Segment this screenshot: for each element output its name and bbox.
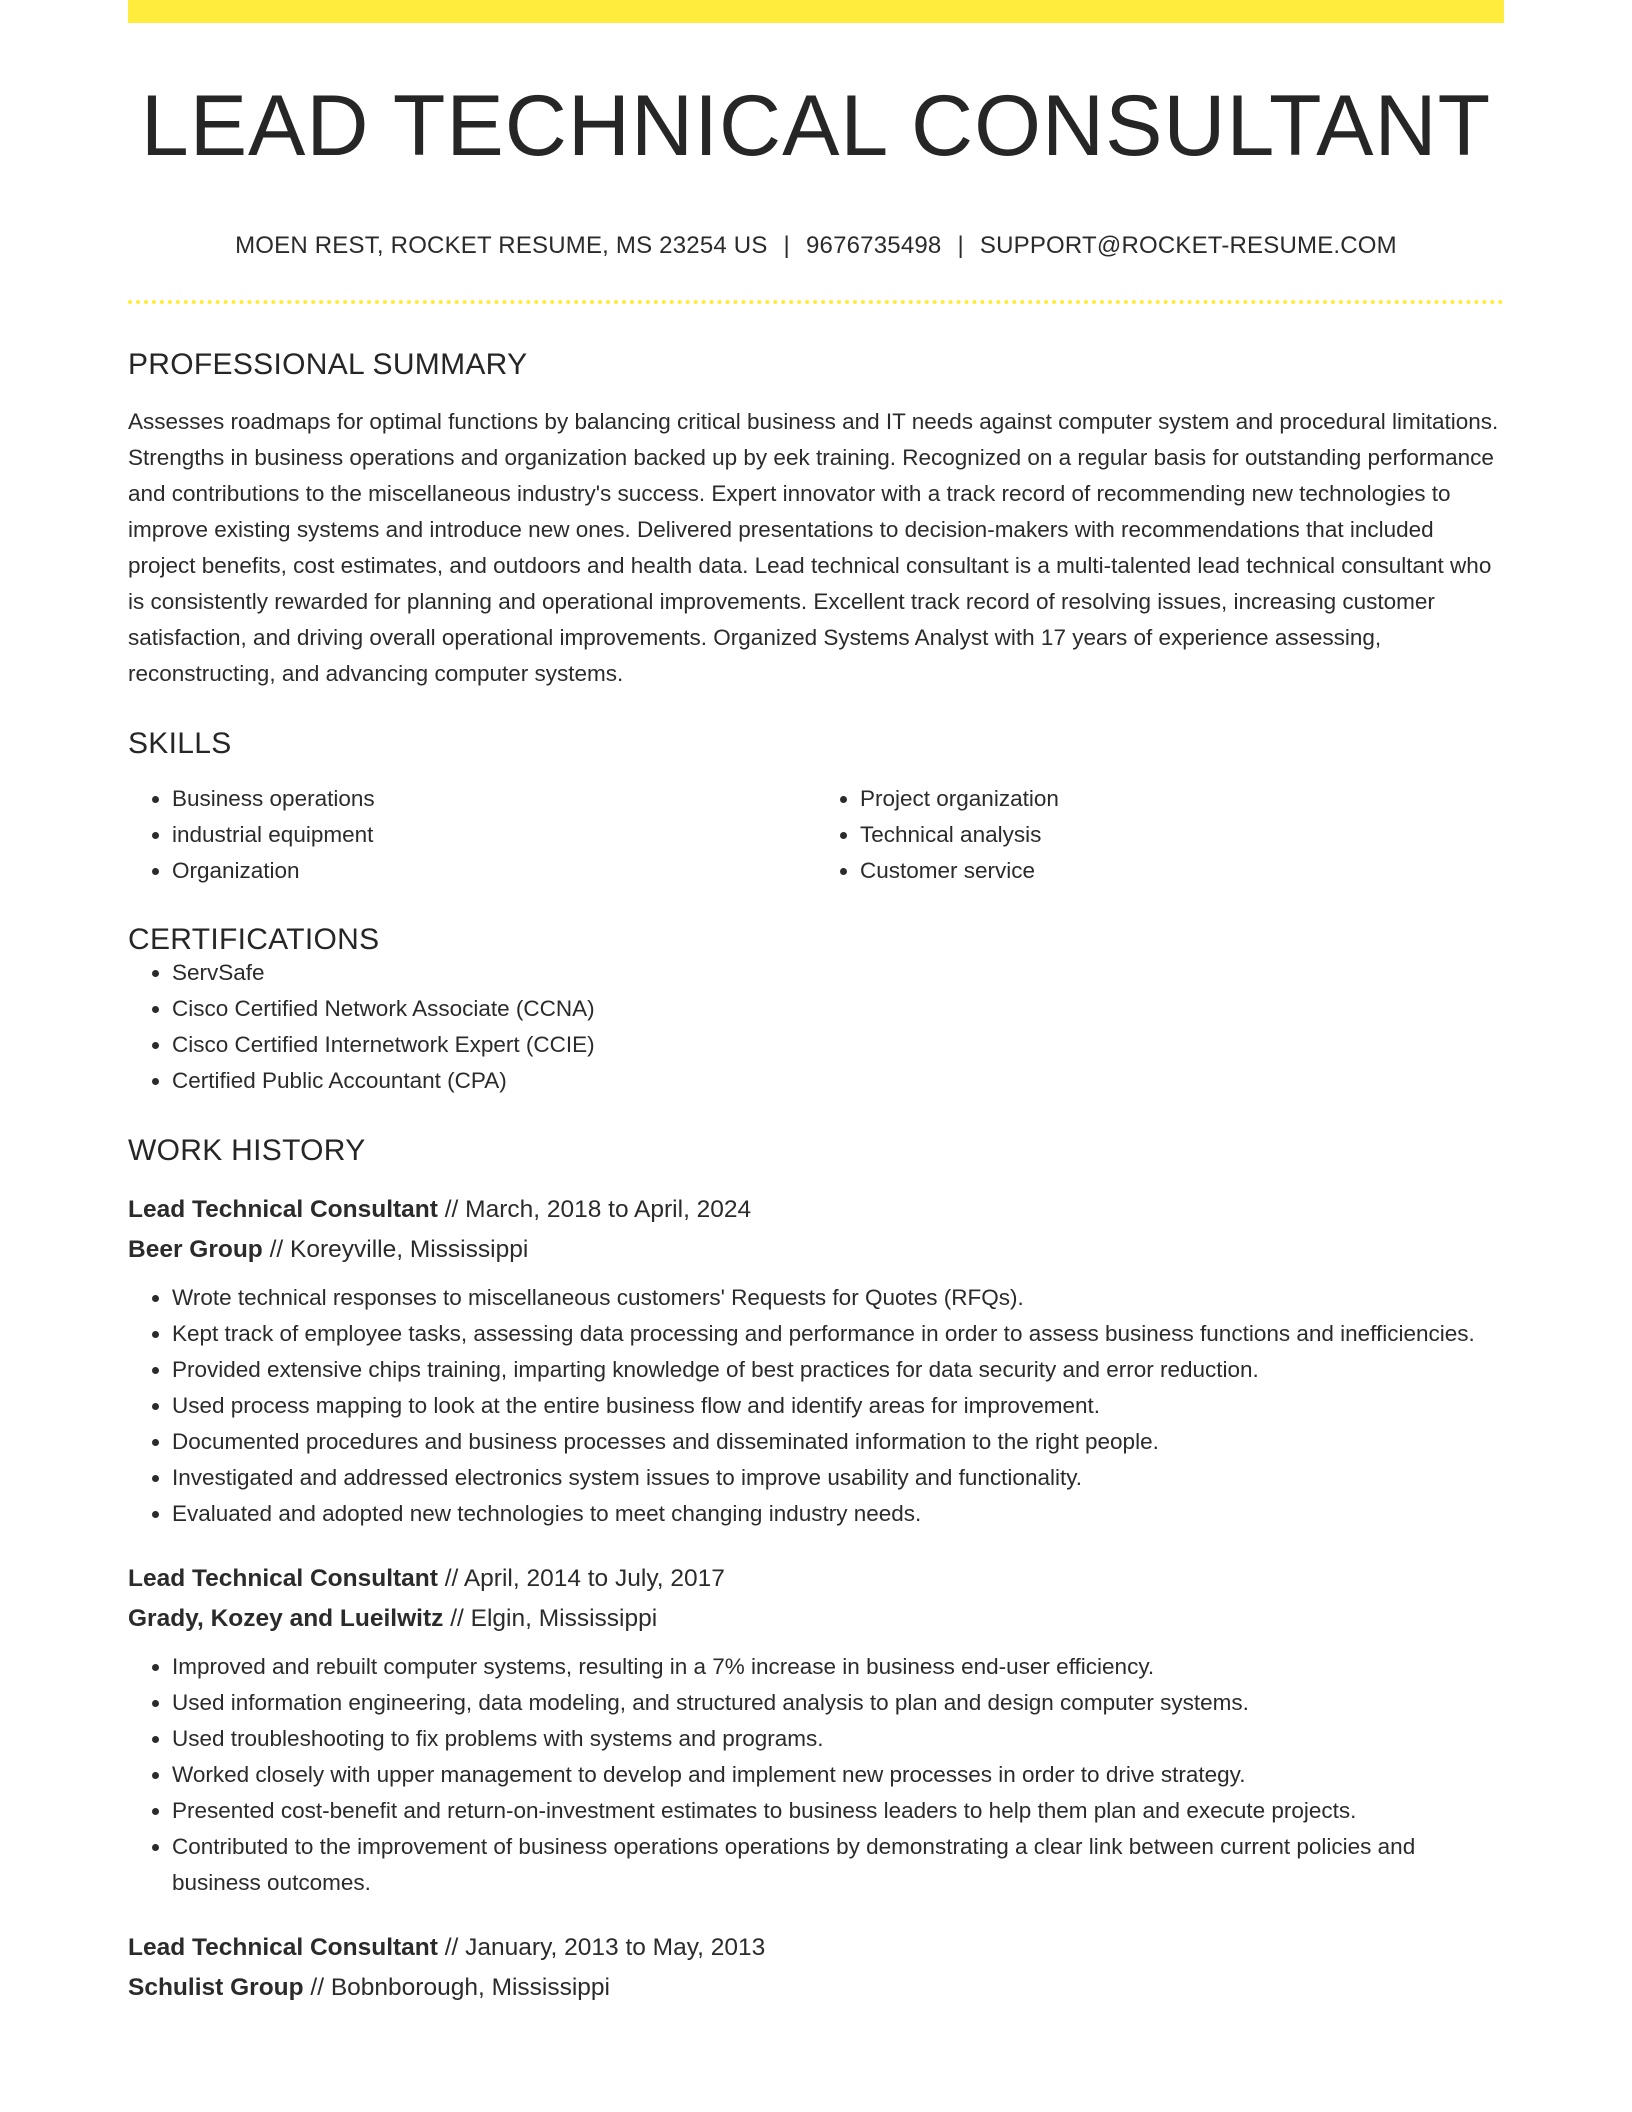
job-entry xyxy=(128,1190,1504,1532)
job-dates: // April, 2014 to July, 2017 xyxy=(444,1565,725,1592)
contact-address: MOEN REST, ROCKET RESUME, MS 23254 US xyxy=(235,232,768,259)
skill-item: • Business operations xyxy=(172,781,816,817)
job-bullet: • Used troubleshooting to fix problems with systems and programs. xyxy=(172,1721,1504,1757)
certification-item: • Cisco Certified Network Associate (CCNA) xyxy=(172,991,1504,1027)
job-location: // Koreyville, Mississippi xyxy=(269,1236,529,1263)
job-entry xyxy=(128,1559,1504,1901)
job-company: Beer Group xyxy=(128,1236,263,1263)
job-role: Lead Technical Consultant xyxy=(128,1565,438,1592)
contact-email: SUPPORT@ROCKET-RESUME.COM xyxy=(979,232,1397,259)
job-title-line xyxy=(128,1190,1504,1230)
job-location: // Elgin, Mississippi xyxy=(450,1605,658,1632)
certification-item: • Certified Public Accountant (CPA) xyxy=(172,1063,1504,1099)
contact-separator: | xyxy=(783,232,790,259)
job-bullet: • Presented cost-benefit and return-on-investment estimates to business leaders to help them plan and execute projects. xyxy=(172,1793,1504,1829)
job-bullet: • Investigated and addressed electronics system issues to improve usability and functionality. xyxy=(172,1460,1504,1496)
job-company-line xyxy=(128,1230,1504,1270)
job-dates: // January, 2013 to May, 2013 xyxy=(444,1934,766,1961)
job-title-line xyxy=(128,1559,1504,1599)
skills-list xyxy=(128,781,1504,889)
skills-heading: SKILLS xyxy=(128,727,232,760)
job-entry xyxy=(128,1928,1504,2008)
skills-column-right xyxy=(816,781,1504,889)
top-accent-bar xyxy=(128,0,1504,23)
resume-name: LEAD TECHNICAL CONSULTANT xyxy=(140,78,1492,174)
skills-column-left xyxy=(128,781,816,889)
job-company: Grady, Kozey and Lueilwitz xyxy=(128,1605,444,1632)
job-dates: // March, 2018 to April, 2024 xyxy=(444,1196,752,1223)
job-bullet: • Used information engineering, data modeling, and structured analysis to plan and design computer systems. xyxy=(172,1685,1504,1721)
skill-item: • industrial equipment xyxy=(172,817,816,853)
job-location: // Bobnborough, Mississippi xyxy=(310,1974,611,2001)
job-title-line xyxy=(128,1928,1504,1968)
job-bullet: • Wrote technical responses to miscellaneous customers' Requests for Quotes (RFQs). xyxy=(172,1280,1504,1316)
job-bullet: • Improved and rebuilt computer systems, resulting in a 7% increase in business end-user efficiency. xyxy=(172,1649,1504,1685)
contact-line xyxy=(128,234,1504,258)
job-bullets xyxy=(128,1649,1504,1901)
job-bullet: • Documented procedures and business processes and disseminated information to the right people. xyxy=(172,1424,1504,1460)
skill-item: • Technical analysis xyxy=(860,817,1504,853)
job-bullet: • Contributed to the improvement of business operations operations by demonstrating a clear link between current policies and business outcomes. xyxy=(172,1829,1504,1901)
work-history-heading: WORK HISTORY xyxy=(128,1134,366,1167)
summary-heading: PROFESSIONAL SUMMARY xyxy=(128,348,528,381)
job-bullet: • Used process mapping to look at the entire business flow and identify areas for improvement. xyxy=(172,1388,1504,1424)
certifications-heading: CERTIFICATIONS xyxy=(128,923,380,956)
job-bullet: • Provided extensive chips training, imparting knowledge of best practices for data security and error reduction. xyxy=(172,1352,1504,1388)
certification-item: • ServSafe xyxy=(172,955,1504,991)
skill-item: • Customer service xyxy=(860,853,1504,889)
contact-phone: 9676735498 xyxy=(805,232,942,259)
certification-item: • Cisco Certified Internetwork Expert (CCIE) xyxy=(172,1027,1504,1063)
resume-page xyxy=(128,0,1504,2008)
job-bullet: • Kept track of employee tasks, assessing data processing and performance in order to assess business functions and inefficiencies. xyxy=(172,1316,1504,1352)
job-company-line xyxy=(128,1968,1504,2008)
dotted-divider xyxy=(128,300,1504,304)
job-company-line xyxy=(128,1599,1504,1639)
skill-item: • Organization xyxy=(172,853,816,889)
job-bullet: • Worked closely with upper management to develop and implement new processes in order to drive strategy. xyxy=(172,1757,1504,1793)
contact-separator: | xyxy=(957,232,964,259)
summary-text: Assesses roadmaps for optimal functions by balancing critical business and IT needs against computer system and procedural limitations. Strengths in business operations and organization backed up by eek training. Recognized on a regular basis for outstanding performance and contributions to the miscellaneous industry's success. Expert innovator with a track record of recommending new technologies to improve existing systems and introduce new ones. Delivered presentations to decision-makers with recommendations that included project benefits, cost estimates, and outdoors and health data. Lead technical consultant is a multi-talented lead technical consultant who is consistently rewarded for planning and operational improvements. Excellent track record of resolving issues, increasing customer satisfaction, and driving overall operational improvements. Organized Systems Analyst with 17 years of experience assessing, reconstructing, and advancing computer systems. xyxy=(128,409,1499,686)
job-bullets xyxy=(128,1280,1504,1532)
certifications-list xyxy=(128,955,1504,1099)
job-bullet: • Evaluated and adopted new technologies to meet changing industry needs. xyxy=(172,1496,1504,1532)
job-role: Lead Technical Consultant xyxy=(128,1196,438,1223)
job-company: Schulist Group xyxy=(128,1974,304,2001)
job-role: Lead Technical Consultant xyxy=(128,1934,438,1961)
skill-item: • Project organization xyxy=(860,781,1504,817)
